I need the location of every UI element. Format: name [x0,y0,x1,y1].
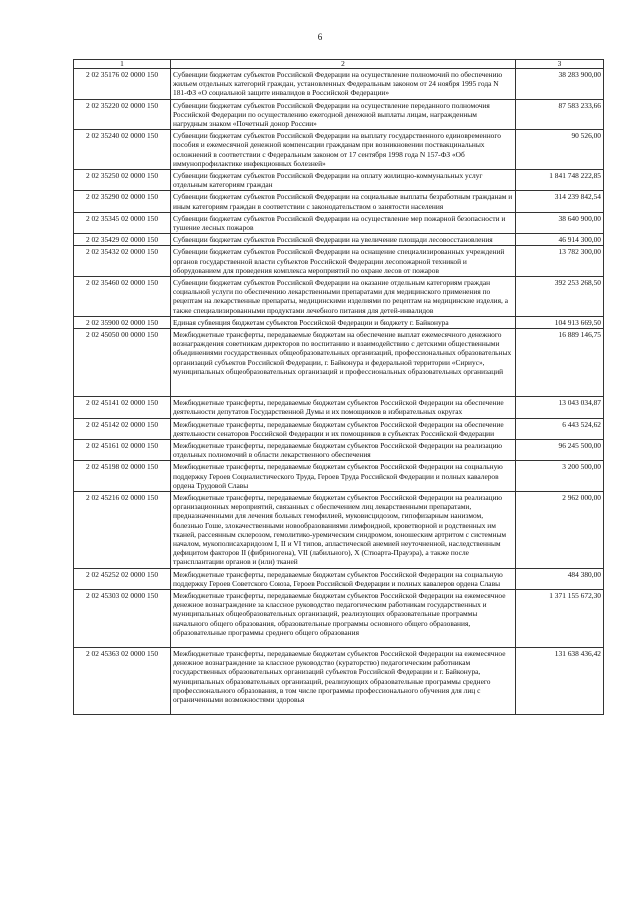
row-description-cell: Межбюджетные трансферты, передаваемые бюджетам субъектов Российской Федерации на реализацию отдельных полномочий в области лекарственного обеспечения [171,439,516,460]
row-code-cell: 2 02 45303 02 0000 150 [74,589,171,647]
table-row [74,212,604,233]
row-description-cell: Субвенции бюджетам субъектов Российской Федерации на выплату государственного единовременного пособия и ежемесячной денежной компенсации гражданам при возникновении поствакцинальных осложнений в соответствии с Федеральным законом от 17 сентября 1998 года N 157-ФЗ «Об иммунопрофилактике инфекционных болезней» [171,130,516,170]
row-description-cell: Межбюджетные трансферты, передаваемые бюджетам субъектов Российской Федерации на социальную поддержку Героев Социалистического Труда, Героев Труда Российской Федерации и полных кавалеров ордена Трудовой Славы [171,461,516,492]
row-amount-cell: 38 283 900,00 [516,69,604,100]
row-code-cell: 2 02 45161 02 0000 150 [74,439,171,460]
row-description-cell: Субвенции бюджетам субъектов Российской Федерации на осуществление полномочий по обеспечению жильем отдельных категорий граждан, установленных Федеральным законом от 24 ноября 1995 года N 181-ФЗ «О социальной защите инвалидов в Российской Федерации» [171,69,516,100]
row-amount-cell: 6 443 524,62 [516,418,604,439]
row-code-cell: 2 02 35250 02 0000 150 [74,170,171,191]
table-row [74,589,604,647]
row-amount-cell: 3 200 500,00 [516,461,604,492]
row-description-cell: Субвенции бюджетам субъектов Российской Федерации на осуществление переданного полномочия Российской Федерации по осуществлению ежегодной денежной выплаты лицам, награжденным нагрудным знаком «Почетный донор России» [171,99,516,130]
row-amount-cell: 131 638 436,42 [516,647,604,714]
row-amount-cell: 87 583 233,66 [516,99,604,130]
row-amount-cell: 1 371 155 672,30 [516,589,604,647]
row-description-cell: Межбюджетные трансферты, передаваемые бюджетам субъектов Российской Федерации на обеспечение деятельности сенаторов Российской Федерации и их помощников в субъектах Российской Федерации [171,418,516,439]
table-row [74,647,604,714]
row-code-cell: 2 02 45198 02 0000 150 [74,461,171,492]
row-description-cell: Межбюджетные трансферты, передаваемые бюджетам субъектов Российской Федерации на обеспечение деятельности депутатов Государственной Думы и их помощников в избирательных округах [171,397,516,418]
row-amount-cell: 484 380,00 [516,568,604,589]
row-description-cell: Межбюджетные трансферты, передаваемые бюджетам субъектов Российской Федерации на ежемесячное денежное вознаграждение за классное руководство (кураторство) педагогическим работникам государственных образовательных организаций субъектов Российской Федерации и г. Байконура, муниципальных образовательных организаций, реализующих образовательные программы среднего профессионального образования, в том числе программы профессионального обучения для лиц с ограниченными возможностями здоровья [171,647,516,714]
row-description-cell: Субвенции бюджетам субъектов Российской Федерации на социальные выплаты безработным гражданам и иным категориям граждан в соответствии с законодательством о занятости населения [171,191,516,212]
row-description-cell: Субвенции бюджетам субъектов Российской Федерации на оказание отдельным категориям граждан социальной услуги по обеспечению лекарственными препаратами для медицинского применения по рецептам на лекарственные препараты, медицинскими изделиями по рецептам на медицинские изделия, а также специализированными продуктами лечебного питания для детей-инвалидов [171,277,516,317]
row-description-cell: Субвенции бюджетам субъектов Российской Федерации на увеличение площади лесовосстановления [171,234,516,246]
table-row [74,130,604,170]
table-row [74,329,604,397]
table-row [74,191,604,212]
table-row [74,397,604,418]
row-amount-cell: 90 526,00 [516,130,604,170]
table-row [74,568,604,589]
row-code-cell: 2 02 35176 02 0000 150 [74,69,171,100]
row-code-cell: 2 02 35432 02 0000 150 [74,246,171,277]
row-amount-cell: 392 253 268,50 [516,277,604,317]
table-row [74,491,604,568]
row-description-cell: Межбюджетные трансферты, передаваемые бюджетам субъектов Российской Федерации на социальную поддержку Героев Советского Союза, Героев Российской Федерации и полных кавалеров ордена Славы [171,568,516,589]
row-code-cell: 2 02 35240 02 0000 150 [74,130,171,170]
table-body [74,69,604,715]
table-row [74,277,604,317]
row-code-cell: 2 02 45216 02 0000 150 [74,491,171,568]
table-row [74,170,604,191]
row-description-cell: Субвенции бюджетам субъектов Российской Федерации на осуществление мер пожарной безопасности и тушение лесных пожаров [171,212,516,233]
row-amount-cell: 13 043 034,87 [516,397,604,418]
row-amount-cell: 2 962 000,00 [516,491,604,568]
row-code-cell: 2 02 45141 02 0000 150 [74,397,171,418]
row-amount-cell: 96 245 500,00 [516,439,604,460]
row-amount-cell: 13 782 300,00 [516,246,604,277]
table-row [74,461,604,492]
row-amount-cell: 1 841 748 222,85 [516,170,604,191]
row-code-cell: 2 02 35900 02 0000 150 [74,316,171,328]
table-row [74,439,604,460]
row-code-cell: 2 02 45050 00 0000 150 [74,329,171,397]
row-description-cell: Межбюджетные трансферты, передаваемые бюджетам на обеспечение выплат ежемесячного денежного вознаграждения советникам директоров по воспитанию и взаимодействию с детскими общественными объединениями государственных общеобразовательных организаций, профессиональных образовательных организаций субъектов Российской Федерации, г. Байконура и федеральной территории «Сириус», муниципальных общеобразовательных организаций и профессиональных образовательных организаций [171,329,516,397]
table-row [74,418,604,439]
row-code-cell: 2 02 35429 02 0000 150 [74,234,171,246]
row-code-cell: 2 02 35290 02 0000 150 [74,191,171,212]
table-row [74,99,604,130]
table-row [74,316,604,328]
row-amount-cell: 46 914 300,00 [516,234,604,246]
column-header-code: 1 [74,60,171,69]
row-amount-cell: 38 640 900,00 [516,212,604,233]
row-code-cell: 2 02 35460 02 0000 150 [74,277,171,317]
table-row [74,234,604,246]
column-header-amount: 3 [516,60,604,69]
row-amount-cell: 16 889 146,75 [516,329,604,397]
row-code-cell: 2 02 45252 02 0000 150 [74,568,171,589]
page-number: 6 [317,32,323,42]
row-code-cell: 2 02 45142 02 0000 150 [74,418,171,439]
row-code-cell: 2 02 35220 02 0000 150 [74,99,171,130]
row-amount-cell: 104 913 669,50 [516,316,604,328]
table-row [74,69,604,100]
row-description-cell: Межбюджетные трансферты, передаваемые бюджетам субъектов Российской Федерации на реализацию организационных мероприятий, связанных с обеспечением лиц лекарственными препаратами, предназначенными для лечения больных гемофилией, муковисцидозом, гипофизарным нанизмом, болезнью Гоше, злокачественными новообразованиями лимфоидной, кроветворной и родственных им тканей, рассеянным склерозом, гемолитико-уремическим синдромом, юношеским артритом с системным началом, мукополисахаридозом I, II и VI типов, апластической анемией неуточненной, наследственным дефицитом факторов II (фибриногена), VII (лабильного), X (Стюарта-Прауэра), а также после трансплантации органов и (или) тканей [171,491,516,568]
column-header-description: 2 [171,60,516,69]
row-description-cell: Субвенции бюджетам субъектов Российской Федерации на оснащение специализированных учреждений органов государственной власти субъектов Российской Федерации лесопожарной техникой и оборудованием для проведения комплекса мероприятий по охране лесов от пожаров [171,246,516,277]
row-code-cell: 2 02 35345 02 0000 150 [74,212,171,233]
table-header-row [74,60,604,69]
row-code-cell: 2 02 45363 02 0000 150 [74,647,171,714]
row-description-cell: Единая субвенция бюджетам субъектов Российской Федерации и бюджету г. Байконура [171,316,516,328]
row-amount-cell: 314 239 842,54 [516,191,604,212]
row-description-cell: Субвенции бюджетам субъектов Российской Федерации на оплату жилищно-коммунальных услуг отдельным категориям граждан [171,170,516,191]
table-row [74,246,604,277]
row-description-cell: Межбюджетные трансферты, передаваемые бюджетам субъектов Российской Федерации на ежемесячное денежное вознаграждение за классное руководство педагогическим работникам государственных и муниципальных общеобразовательных организаций, реализующих образовательные программы начального общего образования, образовательные программы основного общего образования, образовательные программы среднего общего образования [171,589,516,647]
budget-table [73,59,604,715]
